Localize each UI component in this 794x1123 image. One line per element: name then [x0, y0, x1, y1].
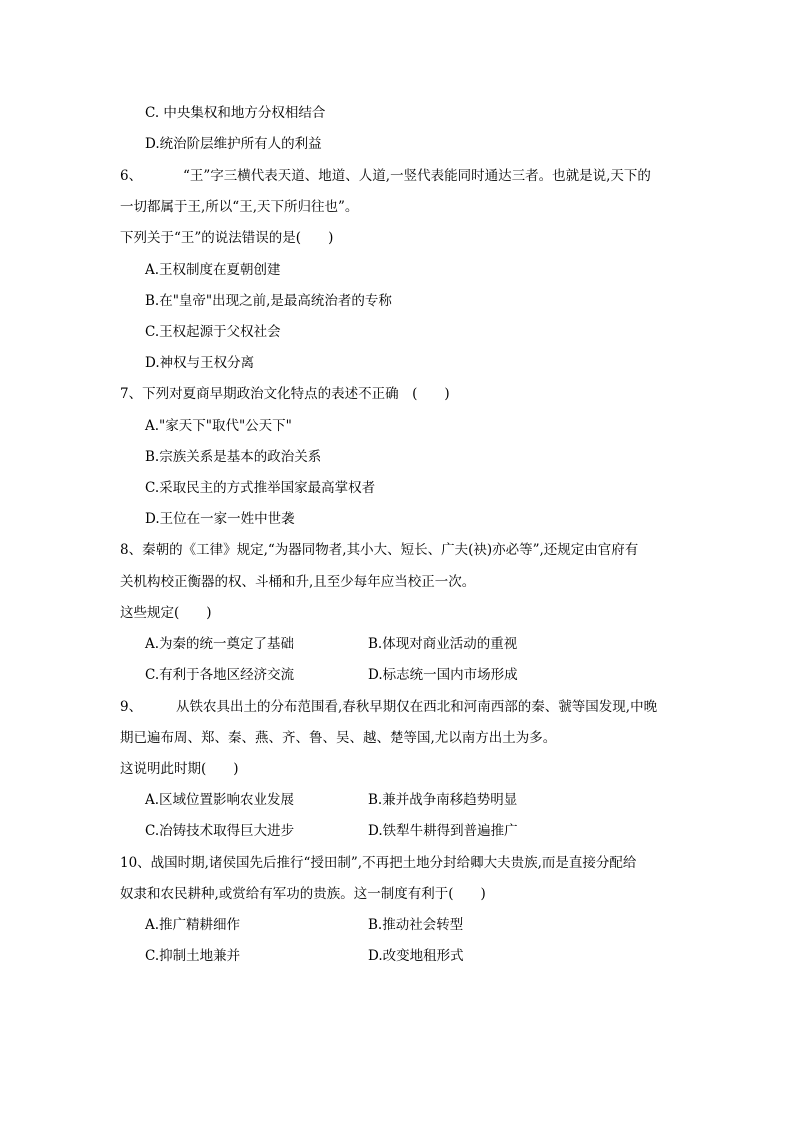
q9-option-b: B.兼并战争南移趋势明显	[368, 792, 518, 808]
q10-stem-line1: 10、战国时期,诸侯国先后推行“授田制”,不再把土地分封给卿大夫贵族,而是直接分配给	[120, 855, 637, 871]
q9-stem-line1: 从铁农具出土的分布范围看,春秋早期仅在西北和河南西部的秦、虢等国发现,中晚	[176, 699, 658, 715]
q6-option-c: C.王权起源于父权社会	[145, 324, 281, 340]
q6-option-d: D.神权与王权分离	[145, 355, 255, 371]
q8-option-c: C.有利于各地区经济交流	[145, 667, 295, 683]
q7-option-c: C.采取民主的方式推举国家最高掌权者	[145, 480, 376, 496]
q5-option-d: D.统治阶层维护所有人的利益	[145, 136, 322, 152]
q7-option-a: A."家天下"取代"公天下"	[145, 418, 292, 434]
q10-option-b: B.推动社会转型	[368, 917, 464, 933]
q6-number: 6、	[120, 168, 143, 184]
q8-option-d: D.标志统一国内市场形成	[368, 667, 518, 683]
q8-option-b: B.体现对商业活动的重视	[368, 636, 518, 652]
q10-option-d: D.改变地租形式	[368, 948, 464, 964]
q6-stem-line1: “王”字三横代表天道、地道、人道,一竖代表能同时通达三者。也就是说,天下的	[183, 168, 651, 184]
q7-option-d: D.王位在一家一姓中世袭	[145, 511, 295, 527]
q9-option-a: A.区域位置影响农业发展	[145, 792, 295, 808]
q10-option-c: C.抑制土地兼并	[145, 948, 241, 964]
q8-option-a: A.为秦的统一奠定了基础	[145, 636, 295, 652]
q8-question: 这些规定( )	[120, 605, 212, 621]
q10-option-a: A.推广精耕细作	[145, 917, 241, 933]
q9-option-c: C.冶铸技术取得巨大进步	[145, 823, 295, 839]
q9-stem-line2: 期已遍布周、郑、秦、燕、齐、鲁、吴、越、楚等国,尤以南方出土为多。	[120, 730, 557, 746]
q9-question: 这说明此时期( )	[120, 761, 239, 777]
q10-stem-line2: 奴隶和农民耕种,或赏给有军功的贵族。这一制度有利于( )	[120, 886, 486, 902]
q7-stem: 7、下列对夏商早期政治文化特点的表述不正确 ( )	[120, 386, 450, 402]
q6-question: 下列关于“王”的说法错误的是( )	[120, 230, 334, 246]
q8-stem-line1: 8、秦朝的《工律》规定,“为器同物者,其小大、短长、广夫(袂)亦必等”,还规定由官府有	[120, 542, 639, 558]
q8-stem-line2: 关机构校正衡器的权、斗桶和升,且至少每年应当校正一次。	[120, 574, 476, 590]
q5-option-c: C. 中央集权和地方分权相结合	[145, 105, 326, 121]
q9-option-d: D.铁犁牛耕得到普遍推广	[368, 823, 518, 839]
q7-option-b: B.宗族关系是基本的政治关系	[145, 449, 322, 465]
q6-stem-line2: 一切都属于王,所以“王,天下所归往也”。	[120, 199, 359, 215]
q6-option-a: A.王权制度在夏朝创建	[145, 262, 281, 278]
q6-option-b: B.在"皇帝"出现之前,是最高统治者的专称	[145, 293, 392, 309]
q9-number: 9、	[120, 699, 143, 715]
